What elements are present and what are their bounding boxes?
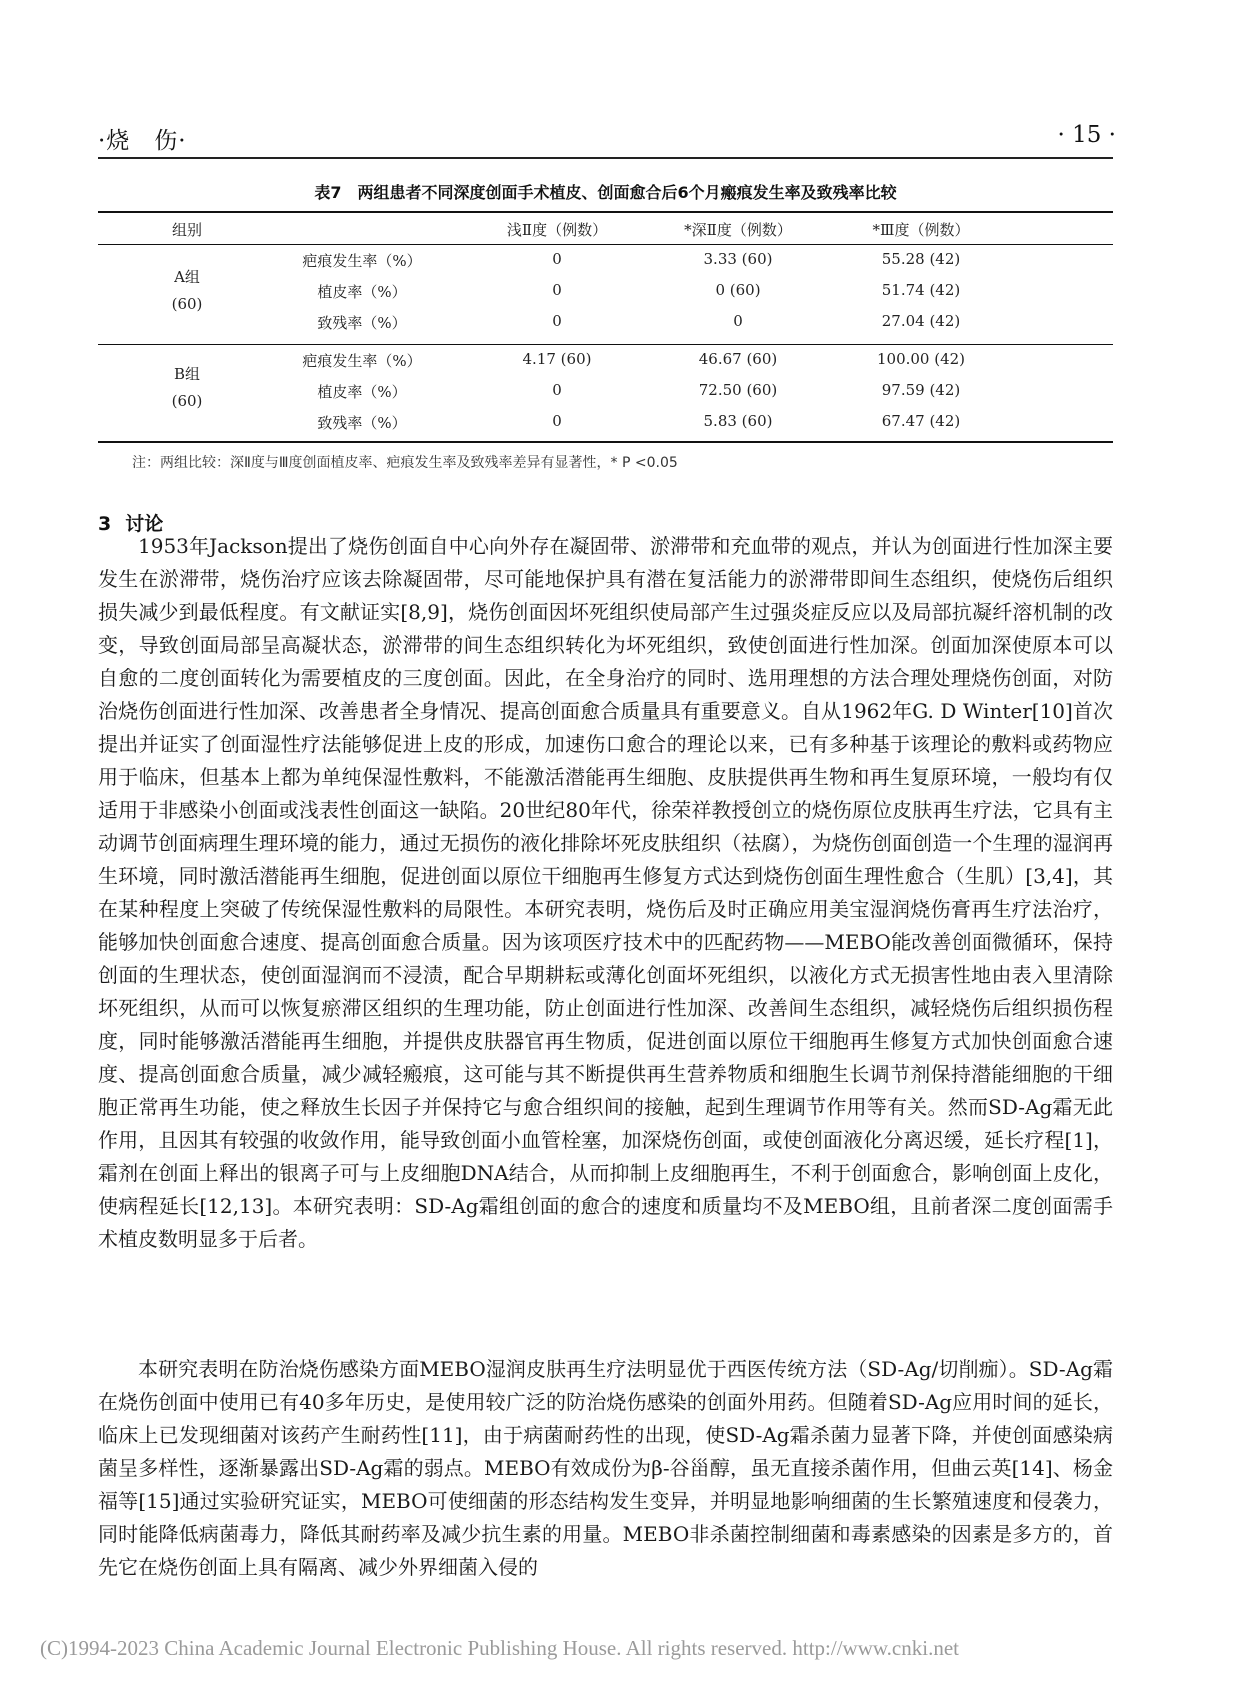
table-cell-metric: 植皮率（%） — [317, 383, 407, 401]
table-cell-value: 0 — [552, 281, 562, 299]
table-cell-value: 0 — [552, 381, 562, 399]
journal-section-header: ·烧 伤· — [98, 128, 187, 154]
table-cell-value: 100.00 (42) — [876, 350, 966, 368]
column-header-third-degree: *Ⅲ度（例数） — [872, 221, 970, 239]
table-cell-value: 0 — [733, 312, 743, 330]
table-cell-metric: 疤痕发生率（%） — [302, 252, 422, 270]
table-cell-value: 72.50 (60) — [698, 381, 778, 399]
table-header-rule — [98, 244, 1113, 245]
table-cell-value: 5.83 (60) — [703, 412, 773, 430]
table-cell-metric: 疤痕发生率（%） — [302, 352, 422, 370]
section-number: 3 — [98, 513, 112, 535]
table-cell-value: 4.17 (60) — [522, 350, 592, 368]
section-title: 讨论 — [125, 513, 164, 535]
table-cell-value: 51.74 (42) — [881, 281, 961, 299]
table-cell-value: 0 (60) — [715, 281, 761, 299]
group-b-label: B组 (60) — [171, 365, 203, 410]
table-cell-value: 55.28 (42) — [881, 250, 961, 268]
table-cell-value: 67.47 (42) — [881, 412, 961, 430]
table-group-rule — [98, 344, 1113, 345]
page-number: · 15 · — [1057, 122, 1116, 148]
group-a-label: A组 (60) — [171, 268, 203, 313]
table-cell-metric: 植皮率（%） — [317, 283, 407, 301]
table-bottom-rule — [98, 441, 1113, 443]
table-cell-value: 3.33 (60) — [703, 250, 773, 268]
table-title: 表7 两组患者不同深度创面手术植皮、创面愈合后6个月瘢痕发生率及致残率比较 — [314, 183, 897, 202]
table-cell-metric: 致残率（%） — [317, 414, 407, 432]
column-header-group: 组别 — [171, 221, 203, 239]
table-cell-value: 0 — [552, 412, 562, 430]
header-rule — [98, 157, 1113, 159]
table-cell-value: 0 — [552, 312, 562, 330]
body-paragraph: 1953年Jackson提出了烧伤创面自中心向外存在凝固带、淤滞带和充血带的观点，并认为创面进行性加深主要发生在淤滞带，烧伤治疗应该去除凝固带，尽可能地保护具有潜在复活能力的淤滞带即间生态组织，使烧伤后组织损失减少到最低程度。有文献证实[8,9]，烧伤创面因坏死组织使局部产生过强炎症反应以及局部抗凝纤溶机制的改变，导致创面局部呈高凝状态，淤滞带的间生态组织转化为坏死组织，致使创面进行性加深。创面加深使原本可以自愈的二度创面转化为需要植皮的三度创面。因此，在全身治疗的同时、选用理想的方法合理处理烧伤创面，对防治烧伤创面进行性加深、改善患者全身情况、提高创面愈合质量具有重要意义。自从1962年G. D Winter[10]首次提出并证实了创面湿性疗法能够促进上皮的形成，加速伤口愈合的理论以来，已有多种基于该理论的敷料或药物应用于临床，但基本上都为单纯保湿性敷料，不能激活潜能再生细胞、皮肤提供再生物和再生复原环境，一般均有仅适用于非感染小创面或浅表性创面这一缺陷。20世纪80年代，徐荣祥教授创立的烧伤原位皮肤再生疗法，它具有主动调节创面病理生理环境的能力，通过无损伤的液化排除坏死皮肤组织（祛腐），为烧伤创面创造一个生理的湿润再生环境，同时激活潜能再生细胞，促进创面以原位干细胞再生修复方式达到烧伤创面生理性愈合（生肌）[3,4]，其在某种程度上突破了传统保湿性敷料的局限性。本研究表明，烧伤后及时正确应用美宝湿润烧伤膏再生疗法治疗，能够加快创面愈合速度、提高创面愈合质量。因为该项医疗技术中的匹配药物——MEBO能改善创面微循环，保持创面的生理状态，使创面湿润而不浸渍，配合早期耕耘或薄化创面坏死组织，以液化方式无损害性地由表入里清除坏死组织，从而可以恢复瘀滞区组织的生理功能，防止创面进行性加深、改善间生态组织，减轻烧伤后组织损伤程度，同时能够激活潜能再生细胞，并提供皮肤器官再生物质，促进创面以原位干细胞再生修复方式加快创面愈合速度、提高创面愈合质量，减少减轻瘢痕，这可能与其不断提供再生营养物质和细胞生长调节剂保持潜能细胞的干细胞正常再生功能，使之释放生长因子并保持它与愈合组织间的接触，起到生理调节作用等有关。然而SD-Ag霜无此作用，且因其有较强的收敛作用，能导致创面小血管栓塞，加深烧伤创面，或使创面液化分离迟缓，延长疗程[1]，霜剂在创面上释出的银离子可与上皮细胞DNA结合，从而抑制上皮细胞再生，不利于创面愈合，影响创面上皮化，使病程延长[12,13]。本研究表明：SD-Ag霜组创面的愈合的速度和质量均不及MEBO组，且前者深二度创面需手术植皮数明显多于后者。 — [98, 534, 1113, 1251]
table-cell-value: 97.59 (42) — [881, 381, 961, 399]
copyright-footer: (C)1994-2023 China Academic Journal Electronic Publishing House. All rights reserved. http://www.cnki.net — [40, 1636, 959, 1660]
table-note: 注：两组比较：深Ⅱ度与Ⅲ度创面植皮率、疤痕发生率及致残率差异有显著性，* P <0.05 — [132, 455, 678, 471]
body-paragraph: 本研究表明在防治烧伤感染方面MEBO湿润皮肤再生疗法明显优于西医传统方法（SD-Ag/切削痂）。SD-Ag霜在烧伤创面中使用已有40多年历史，是使用较广泛的防治烧伤感染的创面外用药。但随着SD-Ag应用时间的延长，临床上已发现细菌对该药产生耐药性[11]，由于病菌耐药性的出现，使SD-Ag霜杀菌力显著下降，并使创面感染病菌呈多样性，逐渐暴露出SD-Ag霜的弱点。MEBO有效成份为β-谷甾醇，虽无直接杀菌作用，但曲云英[14]、杨金福等[15]通过实验研究证实，MEBO可使细菌的形态结构发生变异，并明显地影响细菌的生长繁殖速度和侵袭力，同时能降低病菌毒力，降低其耐药率及减少抗生素的用量。MEBO非杀菌控制细菌和毒素感染的因素是多方的，首先它在烧伤创面上具有隔离、减少外界细菌入侵的 — [98, 1357, 1113, 1579]
table-top-rule — [98, 211, 1113, 213]
table-cell-value: 46.67 (60) — [698, 350, 778, 368]
table-cell-value: 0 — [552, 250, 562, 268]
column-header-shallow-second-degree: 浅Ⅱ度（例数） — [506, 221, 608, 239]
table-cell-metric: 致残率（%） — [317, 314, 407, 332]
column-header-deep-second-degree: *深Ⅱ度（例数） — [684, 221, 792, 239]
table-cell-value: 27.04 (42) — [881, 312, 961, 330]
